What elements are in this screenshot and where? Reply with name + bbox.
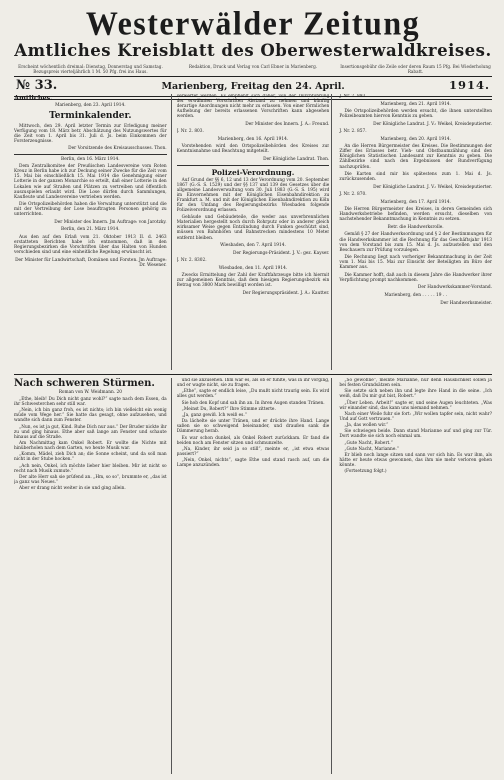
story-paragraph: „Ethe, bleib! Du Dich nicht ganz wohl?“ sagte nach dem Essen, da ihr Schwesterchen sehr still war. <box>14 397 167 408</box>
section-separator <box>14 374 492 375</box>
story-paragraph: „Nein, Onkel, nichts“, sagte Ethe und stand rasch auf, um die Lampe anzuzünden. <box>176 458 330 469</box>
story-column-1 <box>14 378 167 774</box>
info-left: Erscheint wöchentlich dreimal: Dienstag, Donnerstag und Samstag. Bezugspreis vierteljährlich 1 M. 50 Pfg. frei ins Haus. <box>18 64 163 74</box>
notice-dateline: Wiesbaden, den 11. April 1914. <box>218 265 288 271</box>
notice-dateline: Marienberg, den 20. April 1914. <box>380 136 451 142</box>
notice-dateline: Berlin, den 16. März 1914. <box>61 156 120 162</box>
story-credit: Roman von W. Weidmann. <box>58 390 116 395</box>
notice-signature: Der Königliche Landrat. Thon. <box>263 156 330 162</box>
notice-signature: Der Königliche Landrat. J. V.: Weikel, Kreisdeputierter. <box>373 184 492 190</box>
notice-text: Gemäß § 27 der Handwerksordnung und § 2 der Bestimmungen für die Handwerkskammer ist die Rechnung für das Geschäftsjahr 1913 von dem Vorstand bis zum 15. Mai d. Js. aufzustellen und den Beschauern zur Prüfung vorzulegen. <box>339 232 492 253</box>
story-paragraph: „Gute Nacht, Marianne.“ <box>344 446 399 452</box>
story-paragraph: Sie hob den Kopf und sah ihn an. In ihren Augen standen Tränen. <box>181 400 325 406</box>
serial-story <box>14 378 492 774</box>
story-paragraph: Sie schwiegen beide. Dann stand Marianne auf und ging zur Tür. Dort wandte sie sich noch einmal um. <box>339 429 492 440</box>
story-text <box>14 397 167 491</box>
story-paragraph: Aber er drang nicht weiter in sie und ging allein. <box>19 486 126 492</box>
story-paragraph: „Na, Kinder, ihr seid ja so still“, meinte er, „ist etwa etwas passiert?“ <box>176 446 330 457</box>
notice-ref: J. Nr. 2. 870. <box>339 192 367 198</box>
issue-number: № 33. <box>16 78 58 93</box>
notice-text: Dem Zentralkomitee der Preußischen Landesvereine vom Roten Kreuz in Berlin habe ich zur Deckung seiner Zwecke für die Zeit vom 15. Mai bis einschließlich 15. Mai 1914 die Genehmigung einer Lotterie in der ganzen Monarchie so erteilt, daß einer Lotterie in den Lokalen wie auf Straßen und Plätzen zu vertreiben und öffentlich auszuspielen erlaubt wird. Die Lose dürfen durch Sammlungen, Kaufleute und Landesvereine vertrieben werden. <box>14 164 167 200</box>
publication-info <box>14 64 492 74</box>
story-text <box>177 378 330 468</box>
story-paragraph: „Komm, Mädel, zieh Dich an; die Sonne scheint, und da soll man nicht in der Stube hocken.“ <box>14 452 167 463</box>
story-part: 20 <box>116 390 122 395</box>
notice-dateline: Marienberg, den 23. April 1914. <box>55 103 126 108</box>
notice-ref: J. Nr. 2. 857. <box>339 129 367 135</box>
notice-text: Die Ortspolizeibehörden haben die Verwaltung unterstützt und die mit der Vertreibung der Lose beauftragten Personen gehörig zu unterrichten. <box>14 202 167 218</box>
notice-text: Die Herren Bürgermeister des Kreises, in deren Gemeinden sich Handwerksbetriebe befinden, werden ersucht, dieselben von nachstehender Bekanntmachung in Kenntnis zu setzen. <box>339 207 492 223</box>
notice-signature: Der Regierungs-Präsident. J. V.: gez. Kayser. <box>233 250 330 256</box>
story-credit-row <box>14 390 167 395</box>
notice-text: verwertet werden. Es empfiehlt sich daher, von der Durchführung der erwähnten Vorschriften Abstand zu nehmen und künftig derartige Anordnungen nicht mehr zu erlassen. Von einer förmlichen Aufhebung der bereits erlassenen Vorschriften kann abgesehen werden. <box>176 94 330 120</box>
section-heading: Amtliches. <box>14 94 53 102</box>
story-paragraph: „So gewöhne“, meinte Marianne, nur denn Häuslichkeit sollen ja bei festen Grundsätzen sein. <box>339 378 492 389</box>
notice-signature: Der Minister des Innern. J. A.: Freund. <box>245 121 330 127</box>
terminkalender-heading: Terminkalender. <box>49 110 132 121</box>
story-paragraph: „Nun, es ist ja gut, Kind. Ruhe Dich nur aus.“ Der Bruder nickte ihr zu und ging hinaus. Ethe aber saß lange am Fenster und schaute hinaus auf die Straße. <box>14 424 167 440</box>
story-paragraph: Am Nachmittag kam Onkel Robert. Er wollte die Nichte mit hinüberholen nach dem Garten, wo heute Musik war. <box>14 440 167 452</box>
story-paragraph: Sie setzte sich neben ihn und legte ihre Hand in die seine. „Ich weiß, daß Du mir gut bist, Robert.“ <box>339 389 492 400</box>
story-paragraph: „Nein, ich bin ganz froh, es ist nichts; ich bin vielleicht ein wenig müde vom Wege her.“ Sie hatte das gesagt, ohne aufzusehen, und wandte sich dann zum Fenster. <box>14 408 167 424</box>
divider <box>177 165 330 166</box>
notice-text: Zwecks Ermittelung der Zahl der Kraftfahrzeuge bitte ich hiermit zur allgemeinen Kenntnis, daß dem hiesigen Regierungsbezirk ein Betrag von 3800 Mark bewilligt worden ist. <box>176 273 330 289</box>
notice-dateline: Berlin, den 21. März 1914. <box>61 227 120 233</box>
notice-text: Die Rechnung liegt nach vorheriger Bekanntmachung in der Zeit vom 1. Mai bis 15. Mai zur Einsicht der Beteiligten im Büro der Kammer aus. <box>339 255 492 271</box>
story-paragraph: „Ja, ganz gewiß. Ich weiß es.“ <box>181 413 247 419</box>
story-paragraph: Da lächelte sie unter Tränen, und er drückte ihre Hand. Lange saßen sie so schweigend beieinander, und draußen sank die Dämmerung herab. <box>176 419 330 435</box>
column-3 <box>339 94 492 370</box>
column-2 <box>177 94 330 370</box>
official-notices <box>14 94 492 370</box>
notice-signature: Der Minister für Landwirtschaft, Domänen und Forsten. Jm Auftrage: Dr. Wesener. <box>15 257 167 268</box>
notice-signature: Der Minister des Innern. Jm Auftrage: von Jarotzky. <box>54 219 167 225</box>
story-paragraph: und sie anzusehen. Ihm war es, als ob er fühlte, was in ihr vorging, und er wagte nicht, sie zu fragen. <box>176 378 330 389</box>
notice-ref: J. Nr. 2. 893. <box>339 94 367 99</box>
story-paragraph: „Ja, das wollen wir.“ <box>344 423 389 429</box>
story-paragraph: „Ach nein, Onkel, ich möchte lieber hier bleiben. Mir ist nicht so recht nach Musik zumute.“ <box>14 463 167 474</box>
notice-signature: Der Regierungspräsident. J. A.: Kautter. <box>242 290 330 296</box>
notice-text: Mittwoch, den 29. April letzter Termin zur Erledigung meiner Verfügung vom 18. März betr. Abschätzung des Nutzungswertes für die Zeit vom 1. April bis 31. Juli d. Js. beim Einkommen der Forsterzeugnisse. <box>14 123 167 144</box>
sub-heading: Betr. die Handwerksrolle. <box>387 224 444 230</box>
form-signature: Der Handwerksmeister. <box>440 300 492 306</box>
police-heading: Polizei-Verordnung. <box>211 167 295 177</box>
story-text <box>339 378 492 474</box>
story-paragraph: „Meinst Du, Robert?“ Ihre Stimme zitterte. <box>181 406 276 412</box>
notice-signature: Der Handwerkskammer-Vorstand. <box>417 285 492 291</box>
masthead-title: Westerwälder Zeitung <box>85 4 421 42</box>
story-paragraph: „Über Leben. Arbeit!“ sagte er, und seine Augen leuchteten. „Was wir einander sind, das kann uns niemand nehmen.“ <box>339 400 492 411</box>
notice-dateline: Marienberg, den 21. April 1914. <box>380 101 451 107</box>
notice-dateline: Marienberg, den 16. April 1914. <box>217 136 289 142</box>
story-column-3 <box>339 378 492 774</box>
story-column-2 <box>177 378 330 774</box>
story-paragraph: „Gute Nacht, Robert.“ <box>344 440 393 446</box>
notice-dateline: Marienberg, den 17. April 1914. <box>380 199 451 205</box>
notice-ref: J. Nr. 2. 8302. <box>176 258 207 264</box>
notice-text: Die Karten sind mir bis spätestens zum 1. Mai d. Js. zurückzusenden. <box>339 172 492 183</box>
story-title: Nach schweren Stürmen. <box>14 378 155 389</box>
newspaper-page <box>14 6 492 774</box>
story-paragraph: Es war schon dunkel, als Onkel Robert zurückkam. Er fand die beiden noch am Fenster sitzen und schmunzelte. <box>176 435 330 446</box>
issue-date: Marienberg, Freitag den 24. April. <box>161 81 345 92</box>
story-title-row <box>14 378 167 390</box>
notice-text: Vorstehenden wird den Ortspolizeibehörden des Kreises zur Kenntnisnahme und Beachtung mitgeteilt. <box>176 144 330 155</box>
story-paragraph: Er blieb noch lange sitzen und sann vor sich hin. Es war ihm, als hätte er heute etwas gewonnen, das ihm nie mehr verloren gehen könnte. <box>339 453 492 469</box>
story-paragraph: „Ethe“, sagte er endlich leise, „Du mußt nicht traurig sein. Es wird alles gut werden.“ <box>176 389 330 400</box>
notice-text: Die Kammer hofft, daß auch in diesem Jahre die Handwerker ihrer Verpflichtung prompt nachkommen. <box>339 272 492 283</box>
issue-year: 1914. <box>448 78 490 92</box>
issue-dateline <box>14 77 492 95</box>
notice-signature: Der Königliche Landrat. J. V.: Weikel, Kreisdeputierter. <box>373 121 492 127</box>
column-1 <box>14 94 167 370</box>
divider <box>14 154 167 155</box>
notice-dateline: Wiesbaden, den 7. April 1914. <box>220 243 286 249</box>
notice-text: An die Herren Bürgermeister des Kreises. Die Bestimmungen der Ziffer des Erlasses betr. Vieh- und Obstbaumzählung sind den Königlichen Statistischen Landesamt zur Kenntnis zu geben. Die Zählbezirke sind nach den Ergebnissen der Rundverfügung nachzuprüfen. <box>339 144 492 170</box>
masthead-subtitle: Amtliches Kreisblatt des Oberwesterwaldkreises. <box>14 41 492 60</box>
notice-ref: J. Nr. 2. 803. <box>176 129 204 135</box>
story-paragraph: Nach einer Weile fuhr sie fort: „Wir wollen tapfer sein, nicht wahr? Und auf Gott vertrauen.“ <box>339 411 492 422</box>
form-line: Marienberg, den . . . . . 19 . . <box>384 292 447 298</box>
story-paragraph: (Fortsetzung folgt.) <box>344 469 387 475</box>
notice-text: Die Ortspolizeibehörden werden ersucht, die ihnen unterstellten Polizeibeamten hiervon Kenntnis zu geben. <box>339 109 492 120</box>
notice-text: Auf Grund der §§ 6, 12 und 13 der Verordnung vom 20. September 1867 (G.-S. S. 1529) und der §§ 137 und 139 des Gesetzes über die allgemeine Landesverwaltung vom 30. Juli 1883 (G.-S. S. 195) wird im Einvernehmen mit der Königlichen Eisenbahndirektion zu Frankfurt a. M. und mit der Königlichen Eisenbahndirektion zu Köln für den Umfang des Regierungsbezirks Wiesbaden folgende Polizeiverordnung erlassen. <box>176 177 330 213</box>
notice-text: Aus den auf den Erlaß vom 21. Oktober 1913 II. d. 2463 erstatteten Berichten habe ich entnommen, daß in den Regierungsbezirken die Vorschriften über das Halten von Hunden verschieden sind und eine einheitliche Regelung erwünscht ist. <box>14 234 167 256</box>
notice-text: Gebäude und Gebäudeteile, die weder aus unverbrennlichen Materialien hergestellt noch durch Rohrputz oder in anderer gleich wirksamer Weise gegen Entzündung durch Funken geschützt sind, müssen von Bahnhöfen und Bahnstrecken mindestens 10 Meter entfernt bleiben. <box>176 215 330 241</box>
info-right: Insertionsgebühr die Zeile oder deren Raum 15 Pfg. Bei Wiederholung Rabatt. <box>340 64 491 74</box>
info-center: Redaktion, Druck und Verlag von Carl Ebner in Marienberg. <box>188 64 318 69</box>
notice-signature: Der Vorsitzende des Kreisausschusses. Thon. <box>68 146 167 152</box>
story-paragraph: Der alte Herr sah sie prüfend an. „Hm, so so“, brummte er, „das ist ja ganz was Neues.“ <box>14 474 167 485</box>
